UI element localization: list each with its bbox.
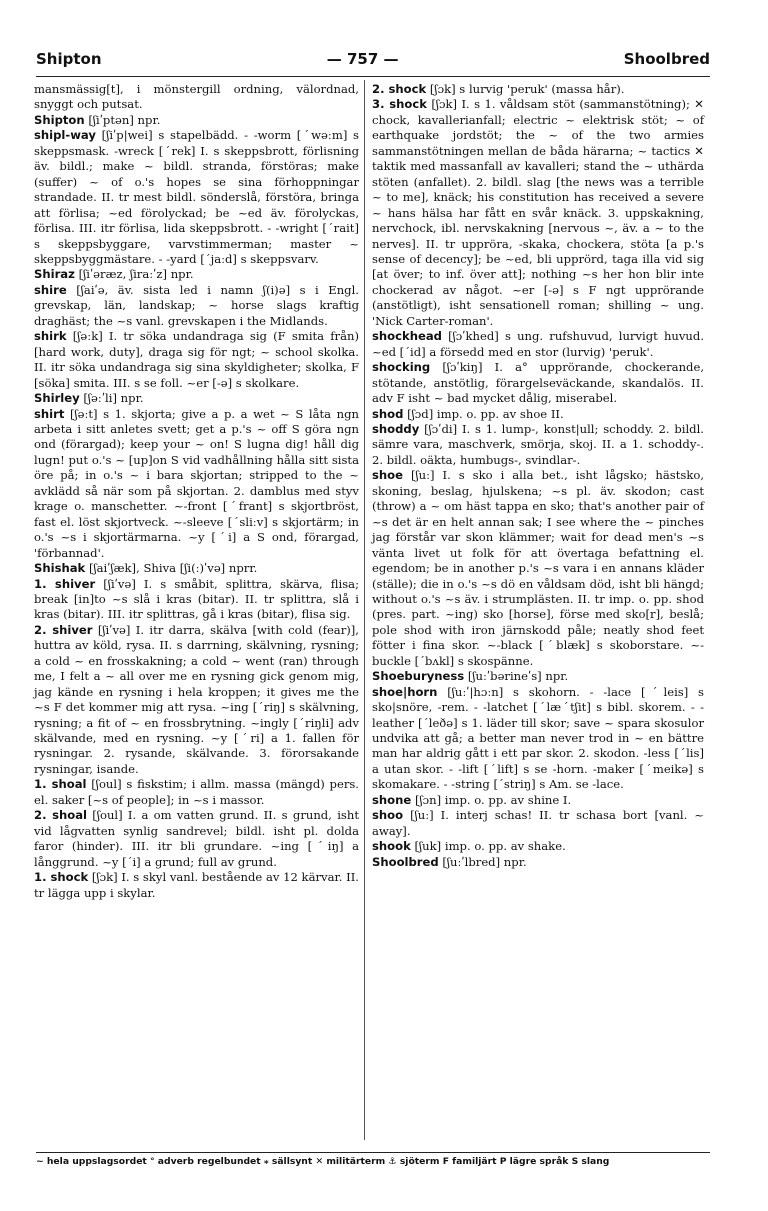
entry-headword: 2. shoal (34, 808, 88, 823)
header-rule (36, 76, 710, 77)
entry-headword: Shirley (34, 391, 80, 406)
entry-headword: shirk (34, 329, 67, 344)
entry-definition: [ʃɔʹdi] I. s 1. lump-, konst|ull; schoddy. 2. bildl. sämre vara, maschverk, smörja, skoj. II. a 1. schoddy-. 2. bildl. oäkta, humbugs-, svindlar-. (372, 421, 704, 467)
dictionary-entry (34, 113, 359, 128)
entry-headword: shone (372, 792, 412, 807)
dictionary-entry (34, 777, 359, 808)
entry-definition: [ʃiʹp|wei] s stapelbädd. - -worm [ˊwəːm] s skeppsmask. -wreck [ˊrek] I. s skeppsbrott, förlisning äv. bildl.; make ~ bildl. stranda, förstöras; make (suffer) ~ of o.'s hopes se sina förhoppningar strandade. II. tr mest bildl. sönderslå, förstöra, bringa att förlisa; ~ed förolyckad; be ~ed äv. förolyckas, förlisa. III. itr förlisa, lida skeppsbrott. - -wright [ˊrait] s skeppsbyggare, varvstimmerman; master ~ skeppsbyggmästare. - -yard [ˊjaːd] s skeppsvarv. (34, 128, 360, 266)
entry-definition: [ʃiʹvə] I. s småbit, splittra, skärva, flisa; break [in]to ~s slå i kras (bitar). II. tr splittra, slå i kras (bitar). III. itr splittras, gå i kras (bitar), flisa sig. (34, 576, 359, 622)
entry-definition: [ʃoul] s fiskstim; i allm. massa (mängd) pers. el. saker [~s of people]; in ~s i massor. (34, 777, 359, 807)
entry-definition: [ʃɔk] I. s skyl vanl. bestående av 12 kärvar. II. tr lägga upp i skylar. (34, 870, 359, 900)
dictionary-entry (372, 422, 704, 468)
left-column (34, 82, 359, 901)
entry-headword: Shipton (34, 112, 85, 127)
right-column (372, 82, 704, 870)
entry-headword: shire (34, 282, 67, 297)
entry-headword: Shoeburyness (372, 669, 465, 684)
page-header (36, 50, 710, 72)
entry-headword: Shoolbred (372, 854, 439, 869)
dictionary-entry (372, 793, 704, 808)
entry-headword: 1. shiver (34, 576, 96, 591)
entry-definition: [ʃuː] I. s sko i alla bet., isht lågsko; hästsko, skoning, beslag, hjulskena; ~s pl. äv. skodon; cast (throw) a ~ om häst tappa en sko; that's another pair of ~s det är en helt annan sak; I see where the ~ pinches jag förstår var skon klämmer; wait for dead men's ~s vänta livet ut folk för att övertaga befattning el. egendom; be in another p.'s ~s vara i en annans kläder (ställe); die in o.'s ~s dö en våldsam död, isht bli hängd; without o.'s ~s äv. i strumplästen. II. tr imp. o. pp. shod (pres. part. ~ing) sko [horse], förse med sko[r], beslå; pole shod with iron järnskodd påle; neatly shod feet fötter i fina skor. ~-black [ˊblæk] s skoborstare. ~-buckle [ˊbʌkl] s skospänne. (372, 468, 705, 668)
dictionary-entry (372, 407, 704, 422)
entry-headword: 1. shoal (34, 777, 87, 792)
header-left-guide-word: Shipton (36, 50, 102, 68)
dictionary-entry (34, 623, 359, 778)
entry-definition: [ʃɔʹkiŋ] I. a° upprörande, chockerande, stötande, anstötlig, förargelseväckande, skandalös. II. adv F isht ~ bad mycket dålig, miserabel. (372, 360, 705, 406)
entry-headword: 3. shock (372, 97, 427, 112)
dictionary-entry (372, 329, 704, 360)
entry-definition: mansmässig[t], i mönstergill ordning, välordnad, snyggt och putsat. (34, 82, 359, 112)
entry-definition: [ʃuːʹbərineʹs] npr. (467, 669, 569, 684)
entry-headword: shipl-way (34, 128, 96, 143)
entry-definition: [ʃəːk] I. tr söka undandraga sig (F smita från) [hard work, duty], draga sig för ngt; ~ school skolka. II. itr söka undandraga sig sina skyldigheter; skolka, F [söka] smita. III. s se foll. ~er [-ə] s skolkare. (34, 329, 360, 390)
dictionary-entry (34, 577, 359, 623)
entry-definition: [ʃəːt] s 1. skjorta; give a p. a wet ~ S låta ngn arbeta i sitt anletes svett; get a p.'s ~ off S göra ngn ond (förargad); keep your ~ on! S lugna dig! håll dig lugn! put o.'s ~ [up]on S vid vadhållning hålla sitt sista öre på; in o.'s ~ i bara skjortan; stripped to the ~ avklädd så när som på skjortan. 2. damblus med styv krage o. manschetter. ~-front [ˊfrant] s skjortbröst, fast el. löst skjortveck. ~-sleeve [ˊsliːv] s skjortärm; in o.'s ~s i skjortärmarna. ~y [ˊi] a S ond, förargad, 'förbannad'. (34, 406, 359, 560)
dictionary-entry (34, 329, 359, 391)
dictionary-entry (372, 685, 704, 793)
entry-headword: shocking (372, 360, 431, 375)
entry-headword: shoe (372, 468, 403, 483)
entry-headword: shoe|horn (372, 684, 438, 699)
page-number: — 757 — (326, 50, 399, 68)
dictionary-entry (372, 669, 704, 684)
dictionary-entry (34, 283, 359, 329)
entry-definition: [ʃɔd] imp. o. pp. av shoe II. (407, 406, 564, 421)
dictionary-entry (34, 267, 359, 282)
dictionary-entry (372, 360, 704, 406)
entry-headword: 2. shiver (34, 622, 93, 637)
entry-definition: [ʃuːʹ|hɔːn] s skohorn. - -lace [ˊleis] s sko|snöre, -rem. - -latchet [ˊlæˊtʃit] s bibl. skorem. - -leather [ˊleðə] s 1. läder till skor; save ~ spara skosulor undvika att gå; a better man never trod in ~ en bättre man har aldrig gått i ett par skor. 2. skodon. -less [ˊlis] a utan skor. - -lift [ˊlift] s se -horn. -maker [ˊmeikə] s skomakare. - -string [ˊstriŋ] s Am. se -lace. (372, 684, 704, 792)
dictionary-entry (34, 561, 359, 576)
dictionary-entry (34, 128, 359, 267)
abbreviation-legend: ~ hela uppslagsordet ° adverb regelbundet ⁎ sällsynt ✕ militärterm ⚓ sjöterm F familjärt P lägre språk S slang (36, 1156, 610, 1167)
entry-headword: shoo (372, 808, 404, 823)
entry-headword: Shiraz (34, 267, 75, 282)
entry-headword: 2. shock (372, 82, 427, 96)
dictionary-entry (372, 855, 704, 870)
dictionary-entry (372, 808, 704, 839)
entry-definition: [ʃuːʹlbred] npr. (442, 854, 527, 869)
entry-definition: [ʃiʹəræz, ʃiraːʹz] npr. (78, 267, 194, 282)
entry-definition: [ʃuː] I. interj schas! II. tr schasa bort [vanl. ~ away]. (372, 808, 705, 838)
entry-definition: [ʃɔk] I. s 1. våldsam stöt (sammanstötning); ✕ chock, kavallerianfall; electric ~ elektrisk stöt; ~ of earthquake jordstöt; the ~ of the two armies sammanstötningen mellan de båda härarna; ~ tactics ✕ taktik med massanfall av kavalleri; stand the ~ uthärda stöten (anfallet). 2. bildl. slag [the news was a terrible ~ to me], knäck; his constitution has received a severe ~ hans hälsa har fått en svår knäck. 3. uppskakning, nervchock, ibl. nervskakning [nervous ~, äv. a ~ to the nerves]. II. tr uppröra, -skaka, chockera, stöta [a p.'s sense of decency]; be ~ed, bli upprörd, taga illa vid sig [at över; to inf. över att]; nothing ~s her hon blir inte chockerad av något. ~er [-ə] s F ngt upprörande (anstötligt), isht sensationell roman; shilling ~ ung. 'Nick Carter-roman'. (372, 97, 704, 328)
dictionary-entry (34, 391, 359, 406)
entry-headword: shook (372, 839, 411, 854)
entry-definition: [ʃoul] I. a om vatten grund. II. s grund, isht vid lågvatten synlig sandrevel; bildl. isht pl. dolda faror (hinder). III. itr bli grundare. ~ing [ˊiŋ] a långgrund. ~y [ˊi] a grund; full av grund. (34, 808, 359, 869)
entry-definition: [ʃaiʹə, äv. sista led i namn ʃ(i)ə] s i Engl. grevskap, län, landskap; ~ horse slags kraftig draghäst; the ~s vanl. grevskapen i the Midlands. (34, 282, 359, 328)
entry-headword: shirt (34, 406, 65, 421)
entry-definition: [ʃɔn] imp. o. pp. av shine I. (414, 792, 572, 807)
dictionary-entry (372, 82, 704, 97)
entry-definition: [ʃaiʹʃæk], Shiva [ʃi(ː)ʹvə] nprr. (88, 561, 258, 576)
entry-headword: 1. shock (34, 870, 89, 885)
entry-headword: shockhead (372, 329, 442, 344)
entry-definition: [ʃiʹptən] npr. (88, 112, 161, 127)
dictionary-entry (34, 407, 359, 562)
dictionary-entry (372, 97, 704, 329)
dictionary-entry (34, 870, 359, 901)
entry-definition: [ʃɔʹkhed] s ung. rufshuvud, lurvigt huvud. ~ed [ˊid] a försedd med en stor (lurvig) 'peruk'. (372, 329, 705, 359)
entry-headword: shoddy (372, 421, 420, 436)
entry-headword: shod (372, 406, 404, 421)
dictionary-entry (34, 82, 359, 113)
entry-definition: [ʃəːʹli] npr. (83, 391, 144, 406)
entry-definition: [ʃiʹvə] I. itr darra, skälva [with cold (fear)], huttra av köld, rysa. II. s darrning, skälvning, rysning; a cold ~ en frosskakning; a cold ~ went (ran) through me, I felt a ~ all over me en rysning gick genom mig, jag kände en rysning i hela kroppen; it gives me the ~s F det kommer mig att rysa. ~ing [ˊriŋ] s skälvning, rysning; a fit of ~ en frossbrytning. ~ingly [ˊriŋli] adv skälvande, med en rysning. ~y [ˊri] a 1. fallen för rysningar. 2. rysande, skälvande. 3. förorsakande rysningar, isande. (34, 622, 359, 776)
footer-rule (36, 1152, 710, 1153)
entry-definition: [ʃɔk] s lurvig 'peruk' (massa hår). (429, 82, 625, 96)
dictionary-entry (372, 468, 704, 669)
dictionary-entry (372, 839, 704, 854)
entry-definition: [ʃuk] imp. o. pp. av shake. (414, 839, 566, 854)
header-right-guide-word: Shoolbred (623, 50, 710, 68)
column-divider (364, 80, 365, 1140)
entry-headword: Shishak (34, 561, 86, 576)
dictionary-entry (34, 808, 359, 870)
